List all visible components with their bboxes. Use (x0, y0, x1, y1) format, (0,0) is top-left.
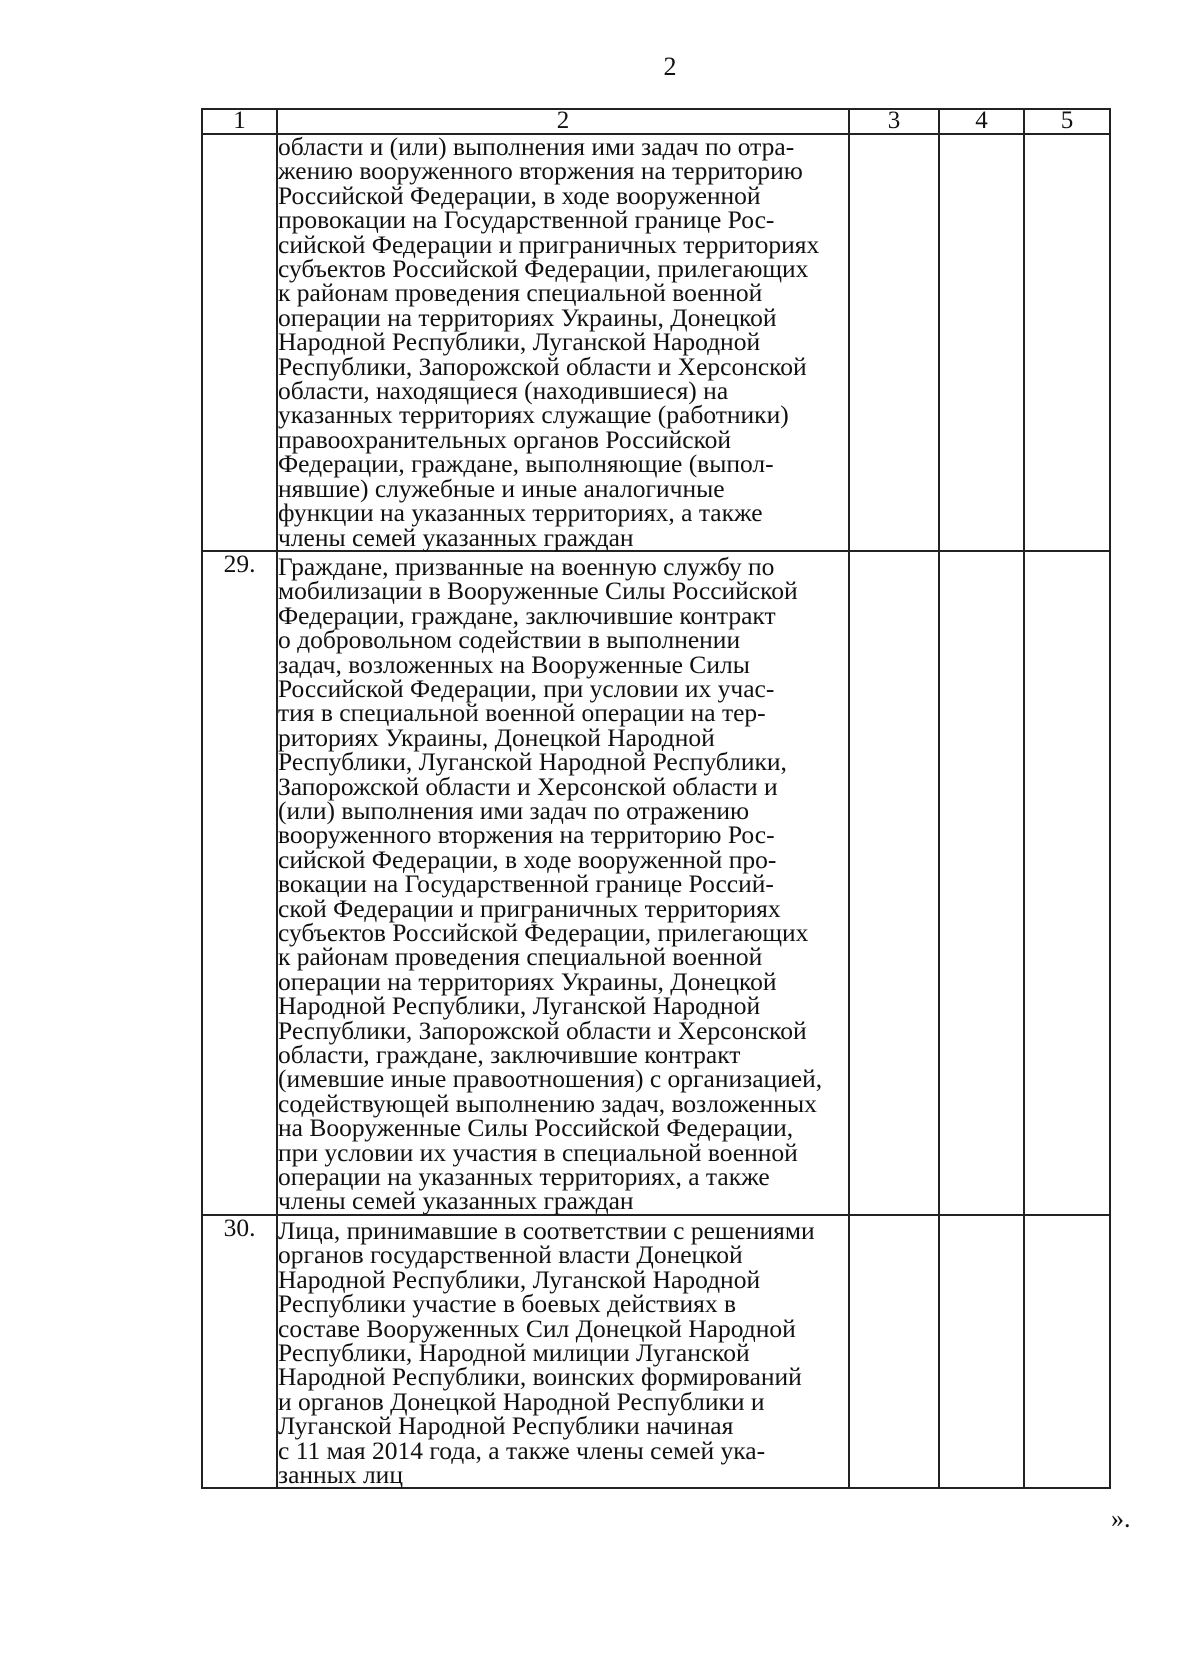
column-header-1: 1 (202, 109, 277, 134)
text-line: операции на указанных территориях, а также (278, 1162, 770, 1192)
text-line: ской Федерации и приграничных территориях (278, 893, 781, 923)
row-text (277, 551, 849, 1215)
text-line: Российской Федерации, при условии их учас- (278, 673, 775, 703)
column-5-cell (1024, 1215, 1110, 1488)
text-line: указанных территориях служащие (работники) (278, 400, 789, 430)
text-line: Народной Республики, Луганской Народной (278, 991, 761, 1021)
text-line: при условии их участия в специальной военной (278, 1137, 798, 1167)
text-line: занных лиц (278, 1459, 403, 1489)
text-line: Народной Республики, воинских формирований (278, 1362, 802, 1392)
text-line: тия в специальной военной операции на тер- (278, 698, 766, 728)
text-line: Федерации, граждане, заключившие контракт (278, 600, 776, 630)
table-row-continued (202, 134, 1110, 551)
text-line: Российской Федерации, в ходе вооруженной (278, 180, 761, 210)
text-line: сийской Федерации, в ходе вооруженной про- (278, 844, 777, 874)
text-line: субъектов Российской Федерации, прилегающих (278, 254, 809, 284)
column-4-cell (939, 1215, 1024, 1488)
text-line: нявшие) служебные и иные аналогичные (278, 473, 725, 503)
text-line: Лица, принимавшие в соответствии с решениями (278, 1215, 815, 1245)
text-line: задач, возложенных на Вооруженные Силы (278, 649, 750, 679)
text-line: и органов Донецкой Народной Республики и (278, 1386, 765, 1416)
text-line: Республики, Запорожской области и Херсонской (278, 1015, 807, 1045)
column-header-4: 4 (939, 109, 1024, 134)
text-line: операции на территориях Украины, Донецкой (278, 966, 777, 996)
page-number: 2 (663, 52, 677, 81)
text-line: органов государственной власти Донецкой (278, 1240, 743, 1270)
text-line: (имевшие иные правоотношения) с организацией, (278, 1064, 823, 1094)
text-line: мобилизации в Вооруженные Силы Российской (278, 576, 798, 606)
text-line: к районам проведения специальной военной (278, 278, 763, 308)
column-3-cell (849, 134, 939, 551)
text-line: члены семей указанных граждан (278, 1186, 634, 1216)
closing-quote-mark: ». (1111, 1504, 1131, 1533)
text-line: Республики, Запорожской области и Херсонской (278, 351, 807, 381)
text-line: Народной Республики, Луганской Народной (278, 327, 761, 357)
text-line: члены семей указанных граждан (278, 522, 634, 552)
text-line: субъектов Российской Федерации, прилегающих (278, 918, 809, 947)
column-4-cell (939, 551, 1024, 1215)
column-5-cell (1024, 134, 1110, 551)
text-line: вокации на Государственной границе Россий- (278, 869, 774, 899)
column-3-cell (849, 1215, 939, 1488)
text-line: Федерации, граждане, выполняющие (выпол- (278, 449, 774, 479)
column-5-cell (1024, 551, 1110, 1215)
row-text (277, 1215, 849, 1488)
row-number: 30. (202, 1215, 277, 1488)
text-line: жению вооруженного вторжения на территорию (278, 156, 803, 186)
text-line: сийской Федерации и приграничных территориях (278, 229, 820, 259)
table-header-row (202, 109, 1110, 134)
text-line: Народной Республики, Луганской Народной (278, 1264, 761, 1294)
table-row-29 (202, 551, 1110, 1215)
table-row-30 (202, 1215, 1110, 1488)
text-line: на Вооруженные Силы Российской Федерации, (278, 1113, 794, 1143)
text-line: вооруженного вторжения на территорию Рос- (278, 820, 775, 850)
row-number: 29. (202, 551, 277, 1215)
column-3-cell (849, 551, 939, 1215)
text-line: Луганской Народной Республики начиная (278, 1411, 734, 1441)
row-text (277, 134, 849, 551)
text-line: о добровольном содействии в выполнении (278, 625, 741, 655)
text-line: правоохранительных органов Российской (278, 424, 732, 454)
text-line: с 11 мая 2014 года, а также члены семей ука- (278, 1435, 766, 1465)
text-line: Республики участие в боевых действиях в (278, 1289, 737, 1319)
text-line: Граждане, призванные на военную службу по (278, 551, 775, 581)
text-line: (или) выполнения ими задач по отражению (278, 795, 750, 825)
text-line: составе Вооруженных Сил Донецкой Народной (278, 1313, 796, 1343)
column-header-3: 3 (849, 109, 939, 134)
column-4-cell (939, 134, 1024, 551)
column-header-2: 2 (277, 109, 849, 134)
text-line: содействующей выполнению задач, возложенных (278, 1088, 817, 1118)
column-header-5: 5 (1024, 109, 1110, 134)
text-line: операции на территориях Украины, Донецкой (278, 302, 777, 332)
text-line: Запорожской области и Херсонской области и (278, 771, 778, 801)
text-line: области, находящиеся (находившиеся) на (278, 376, 729, 406)
text-line: функции на указанных территориях, а также (278, 498, 763, 528)
document-table (201, 108, 1111, 1489)
text-line: области и (или) выполнения ими задач по отра- (278, 132, 795, 161)
text-line: провокации на Государственной границе Рос- (278, 205, 775, 235)
text-line: к районам проведения специальной военной (278, 942, 763, 972)
text-line: области, граждане, заключившие контракт (278, 1040, 741, 1070)
text-line: Республики, Луганской Народной Республики, (278, 747, 787, 777)
text-line: риториях Украины, Донецкой Народной (278, 722, 715, 752)
text-line: Республики, Народной милиции Луганской (278, 1337, 750, 1367)
row-number (202, 134, 277, 551)
